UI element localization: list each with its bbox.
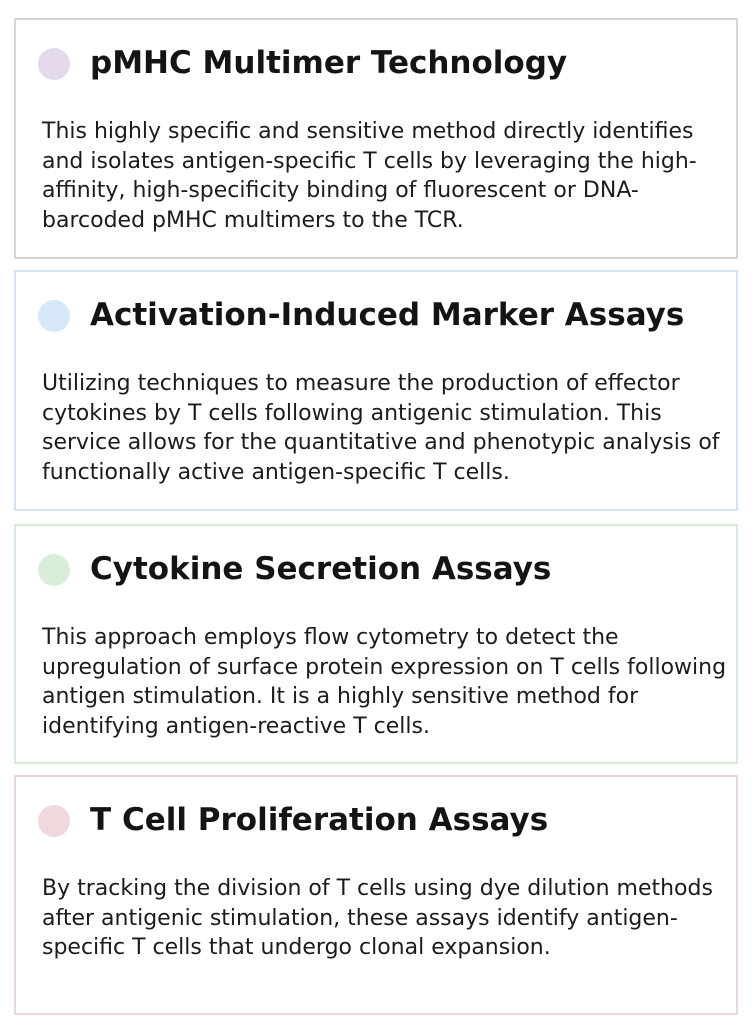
card-description: This approach employs flow cytometry to detect the upregulation of surface protein expression on T cells following antigen stimulation. It is a highly sensitive method for identifying antigen-reactive T cells. [42,625,727,739]
circle-bullet-icon [38,48,70,80]
card-title: Activation-Induced Marker Assays [90,297,685,333]
card-pmhc-multimer [14,18,738,259]
card-description: This highly specific and sensitive method directly identifies and isolates antigen-specific T cells by leveraging the high-affinity, high-specificity binding of fluorescent or DNA-barcoded pMHC multimers to the TCR. [42,119,697,233]
card-description: Utilizing techniques to measure the production of effector cytokines by T cells following antigenic stimulation. This service allows for the quantitative and phenotypic analysis of functionally active antigen-specific T cells. [42,371,720,485]
card-description: By tracking the division of T cells using dye dilution methods after antigenic stimulation, these assays identify antigen-specific T cells that undergo clonal expansion. [42,876,713,960]
card-title: T Cell Proliferation Assays [90,802,549,838]
card-t-cell-proliferation [14,775,738,1015]
circle-bullet-icon [38,554,70,586]
circle-bullet-icon [38,805,70,837]
card-cytokine-secretion [14,524,738,764]
card-title: pMHC Multimer Technology [90,45,568,81]
card-activation-induced-marker [14,270,738,511]
circle-bullet-icon [38,300,70,332]
card-title: Cytokine Secretion Assays [90,551,552,587]
